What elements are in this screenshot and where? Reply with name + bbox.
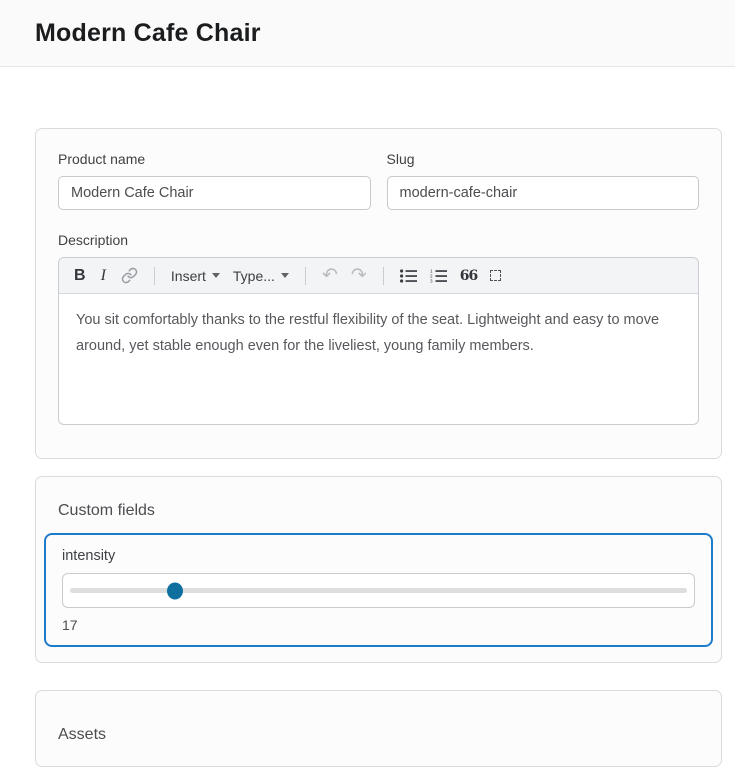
toolbar-divider <box>383 267 384 285</box>
slug-input[interactable] <box>387 176 700 210</box>
toolbar-divider <box>154 267 155 285</box>
assets-heading: Assets <box>58 726 107 743</box>
ordered-list-button[interactable] <box>430 269 447 283</box>
redo-button[interactable] <box>351 266 367 285</box>
chevron-down-icon <box>281 273 289 278</box>
toolbar-divider <box>305 267 306 285</box>
custom-fields-heading: Custom fields <box>58 502 155 519</box>
link-icon <box>121 267 138 284</box>
intensity-label: intensity <box>62 548 116 564</box>
redo-icon: ↷ <box>350 265 367 286</box>
insert-menu-label: Insert <box>170 267 206 284</box>
type-menu-label: Type... <box>232 267 275 284</box>
intensity-value: 17 <box>62 617 78 633</box>
undo-button[interactable] <box>322 266 338 285</box>
intensity-slider[interactable] <box>62 573 695 608</box>
svg-text:1: 1 <box>429 268 433 274</box>
bold-button[interactable]: B <box>74 266 86 284</box>
ordered-list-icon <box>430 269 447 283</box>
main-content <box>0 67 735 767</box>
slug-label: Slug <box>386 151 415 167</box>
name-slug-row <box>58 151 699 210</box>
product-details-card <box>35 128 722 459</box>
assets-card <box>35 690 722 767</box>
description-text: You sit comfortably thanks to the restful flexibility of the seat. Lightweight and easy to move around, yet stable enough even for the liveliest, young family members. <box>76 312 660 354</box>
page-title: Modern Cafe Chair <box>35 18 261 47</box>
description-editor-body[interactable] <box>59 294 698 424</box>
editor-toolbar <box>59 258 698 294</box>
chevron-down-icon <box>212 273 220 278</box>
quote-icon: 66 <box>459 267 478 284</box>
page-header <box>0 0 735 67</box>
embed-button[interactable] <box>490 270 501 281</box>
blockquote-button[interactable] <box>460 269 477 283</box>
italic-button[interactable]: I <box>100 266 106 284</box>
intensity-slider-track[interactable] <box>70 588 687 593</box>
svg-text:2: 2 <box>429 273 433 279</box>
link-button[interactable] <box>121 267 138 284</box>
product-name-field <box>58 151 371 210</box>
description-editor <box>58 257 699 425</box>
dashed-square-icon <box>490 270 501 281</box>
bullet-list-button[interactable] <box>400 269 417 283</box>
product-name-input[interactable] <box>58 176 371 210</box>
undo-icon: ↶ <box>321 265 338 286</box>
type-menu-button[interactable] <box>233 269 289 283</box>
description-label: Description <box>58 232 129 248</box>
intensity-field-panel[interactable] <box>44 533 713 647</box>
insert-menu-button[interactable] <box>171 269 220 283</box>
custom-fields-card <box>35 476 722 663</box>
slug-field <box>387 151 700 210</box>
intensity-slider-thumb[interactable] <box>167 582 183 599</box>
product-name-label: Product name <box>58 151 146 167</box>
bullet-list-icon <box>400 269 417 283</box>
svg-text:3: 3 <box>429 278 433 283</box>
